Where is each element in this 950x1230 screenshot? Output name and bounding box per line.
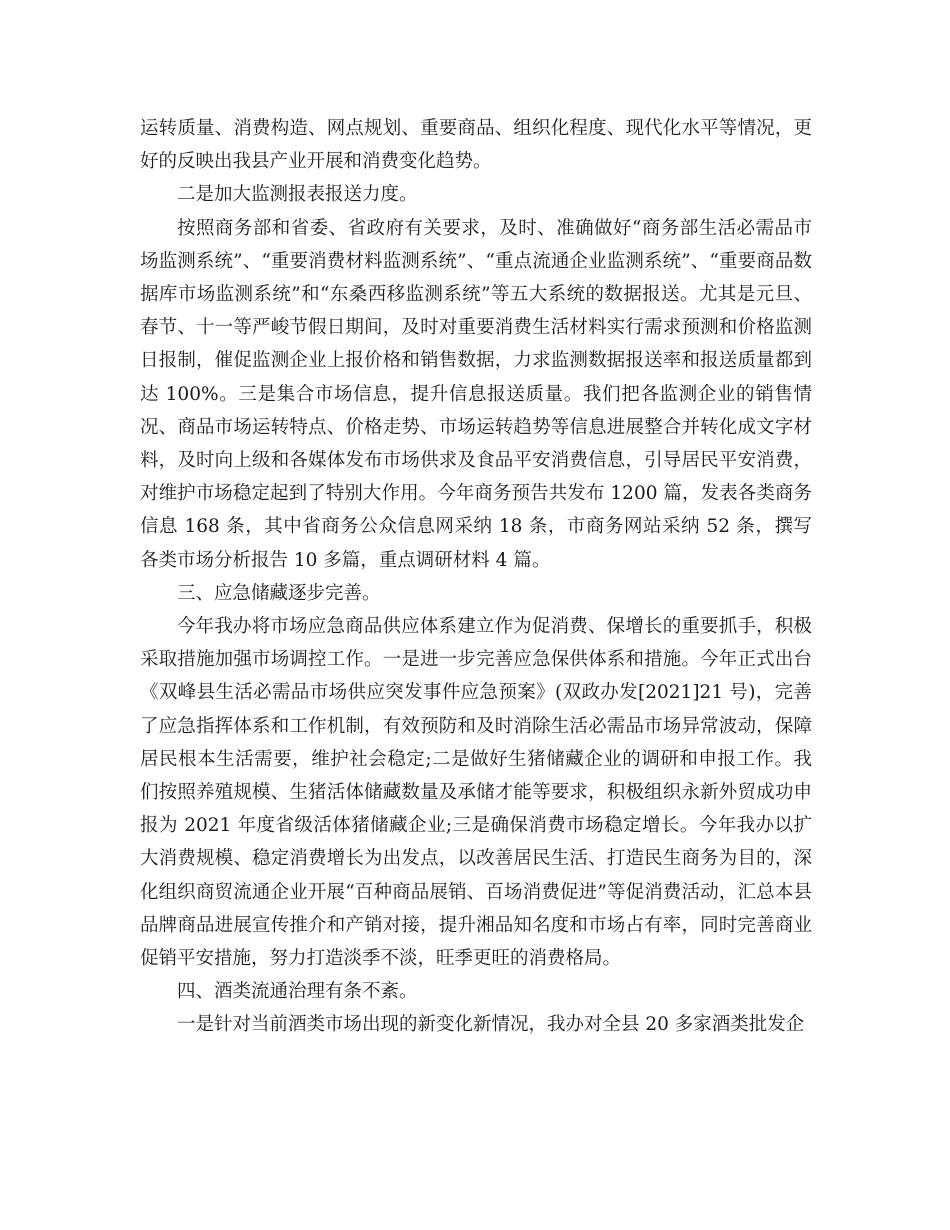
section-subheading: 二是加大监测报表报送力度。: [177, 184, 418, 206]
section-heading: 四、酒类流通治理有条不紊。: [177, 981, 418, 1003]
paragraph-continuation: 运转质量、消费构造、网点规划、重要商品、组织化程度、现代化水平等情况，更好的反映出我县产业开展和消费变化趋势。: [140, 118, 812, 173]
paragraph: 一是针对当前酒类市场出现的新变化新情况，我办对全县 20 多家酒类批发企: [177, 1014, 805, 1036]
paragraph: 按照商务部和省委、省政府有关要求，及时、准确做好“商务部生活必需品市场监测系统”、“重要消费材料监测系统”、“重点流通企业监测系统”、“重要商品数据库市场监测系统”和“东桑西移监测系统”等五大系统的数据报送。尤其是元旦、春节、十一等严峻节假日期间，及时对重要消费生活材料实行需求预测和价格监测日报制，催促监测企业上报价格和销售数据，力求监测数据报送率和报送质量都到达 100%。三是集合市场信息，提升信息报送质量。我们把各监测企业的销售情况、商品市场运转特点、价格走势、市场运转趋势等信息进展整合并转化成文字材料，及时向上级和各媒体发布市场供求及食品平安消费信息，引导居民平安消费，对维护市场稳定起到了特别大作用。今年商务预告共发布 1200 篇，发表各类商务信息 168 条，其中省商务公众信息网采纳 18 条，市商务网站采纳 52 条，撰写各类市场分析报告 10 多篇，重点调研材料 4 篇。: [140, 217, 812, 571]
document-body: [140, 112, 812, 1042]
paragraph: 今年我办将市场应急商品供应体系建立作为促消费、保增长的重要抓手，积极采取措施加强市场调控工作。一是进一步完善应急保供体系和措施。今年正式出台《双峰县生活必需品市场供应突发事件应急预案》(双政办发[2021]21 号)，完善了应急指挥体系和工作机制，有效预防和及时消除生活必需品市场异常波动，保障居民根本生活需要，维护社会稳定;二是做好生猪储藏企业的调研和申报工作。我们按照养殖规模、生猪活体储藏数量及承储才能等要求，积极组织永新外贸成功申报为 2021 年度省级活体猪储藏企业;三是确保消费市场稳定增长。今年我办以扩大消费规模、稳定消费增长为出发点，以改善居民生活、打造民生商务为目的，深化组织商贸流通企业开展“百种商品展销、百场消费促进”等促消费活动，汇总本县品牌商品进展宣传推介和产销对接，提升湘品知名度和市场占有率，同时完善商业促销平安措施，努力打造淡季不淡，旺季更旺的消费格局。: [140, 616, 812, 970]
section-heading: 三、应急储藏逐步完善。: [177, 582, 381, 604]
